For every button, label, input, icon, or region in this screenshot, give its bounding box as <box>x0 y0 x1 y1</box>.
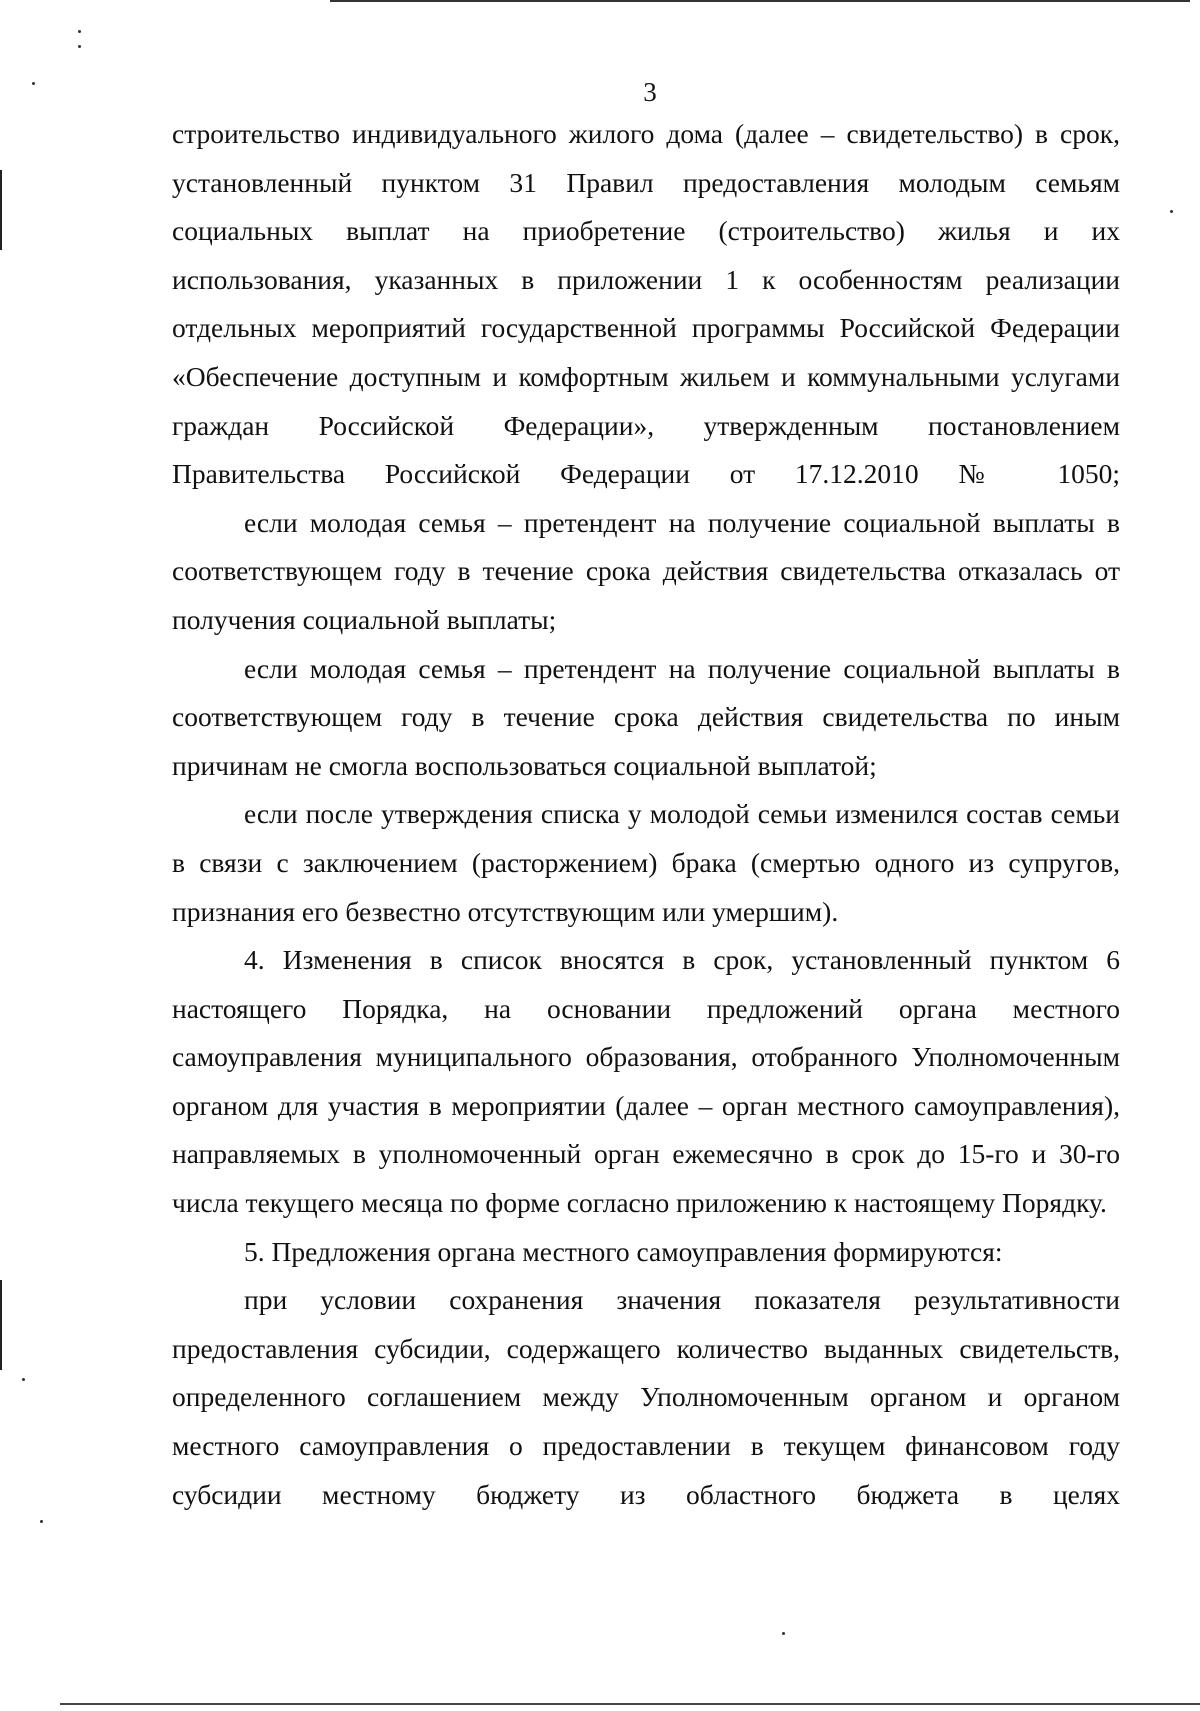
scan-speck <box>40 1520 43 1523</box>
paragraph: если после утверждения списка у молодой семьи изменился состав семьи в связи с заключением (расторжением) брака (смертью одного из супругов, признания его безвестно отсутствующим или умершим). <box>172 798 1120 927</box>
scan-edge-bottom <box>60 1703 1200 1705</box>
scan-edge-left <box>0 1280 2 1370</box>
scan-speck <box>78 45 81 48</box>
paragraph: если молодая семья – претендент на получение социальной выплаты в соответствующем году в течение срока действия свидетельства отказалась от получения социальной выплаты; <box>172 506 1120 635</box>
paragraph: если молодая семья – претендент на получение социальной выплаты в соответствующем году в течение срока действия свидетельства по иным причинам не смогла воспользоваться социальной выплатой; <box>172 652 1120 781</box>
scan-edge-left <box>0 170 2 250</box>
scan-speck <box>22 1378 25 1381</box>
paragraph: при условии сохранения значения показателя результативности предоставления субсидии, содержащего количество выданных свидетельств, определенного соглашением между Уполномоченным органом и органом местного самоуправления о предоставлении в текущем финансовом году субсидии местному бюджету из областного бюджета в целях <box>172 1284 1120 1510</box>
scan-speck <box>782 1632 785 1635</box>
scan-speck <box>1170 210 1173 213</box>
scan-edge-top <box>330 0 1190 2</box>
scan-speck <box>78 30 81 33</box>
page-number: 3 <box>643 77 657 107</box>
paragraph: строительство индивидуального жилого дома (далее – свидетельство) в срок, установленный пунктом 31 Правил предоставления молодым семьям социальных выплат на приобретение (строительство) жилья и их использования, указанных в приложении 1 к особенностям реализации отдельных мероприятий государственной программы Российской Федерации «Обеспечение доступным и комфортным жильем и коммунальными услугами граждан Российской Федерации», утвержденным постановлением Правительства Российской Федерации от 17.12.2010 № 1050; <box>172 118 1120 490</box>
document-body <box>172 110 1120 1519</box>
paragraph: 5. Предложения органа местного самоуправления формируются: <box>244 1235 1003 1267</box>
paragraph: 4. Изменения в список вносятся в срок, установленный пунктом 6 настоящего Порядка, на основании предложений органа местного самоуправления муниципального образования, отобранного Уполномоченным органом для участия в мероприятии (далее – орган местного самоуправления), направляемых в уполномоченный орган ежемесячно в срок до 15-го и 30-го числа текущего месяца по форме согласно приложению к настоящему Порядку. <box>172 944 1120 1219</box>
